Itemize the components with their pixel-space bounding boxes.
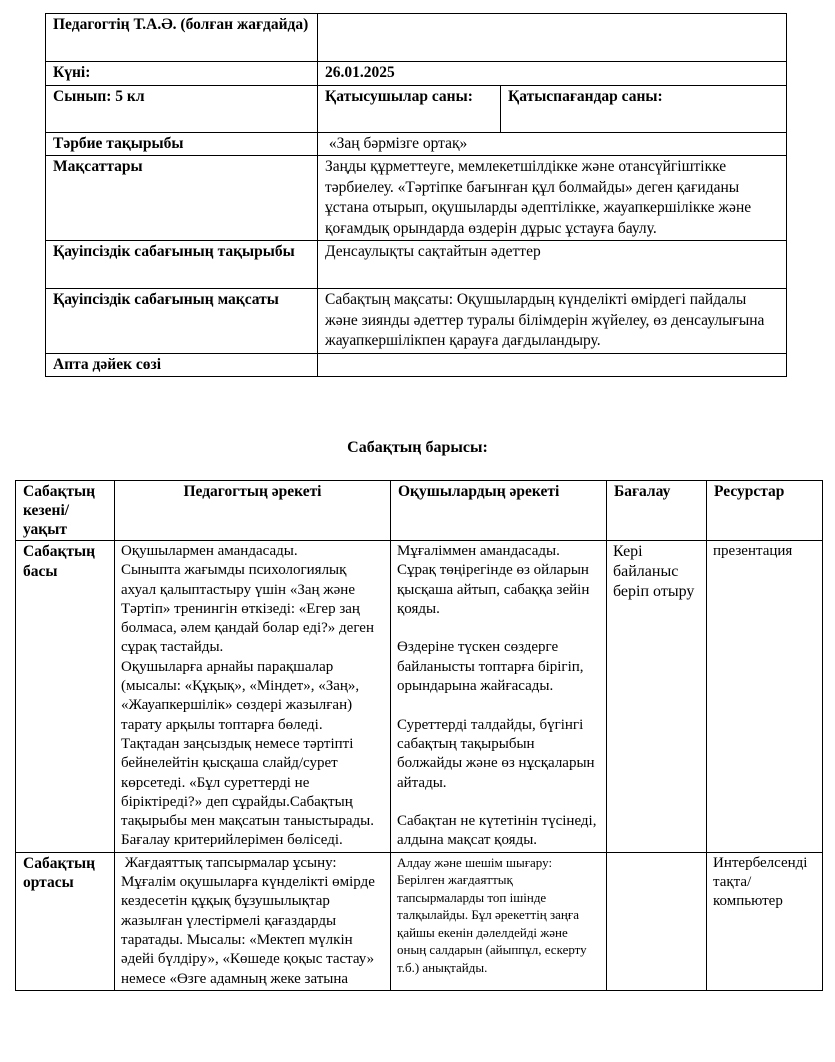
topic-value: «Заң бәрмізге ортақ» [318, 132, 787, 156]
safety-goal-row [46, 289, 787, 354]
student-action-text: Мұғаліммен амандасады. Сұрақ төңірегінде өз ойларын қысқаша айтып, сабаққа зейін қояды. [397, 543, 590, 617]
teacher-action-text: Оқушылармен амандасады. [121, 543, 298, 559]
goals-label: Мақсаттары [46, 156, 318, 241]
topic-row [46, 132, 787, 156]
date-value: 26.01.2025 [318, 62, 787, 86]
topic-label: Тәрбие тақырыбы [46, 132, 318, 156]
teacher-label: Педагогтің Т.А.Ә. (болған жағдайда) [46, 14, 318, 62]
student-actions-start [391, 541, 607, 853]
plan-row-middle [16, 852, 823, 990]
teacher-action-text: Тақтадан заңсыздық немесе тәртіпті бейнелейтін қысқаша слайд/сурет көрсетеді. «Бұл суреттерді не біріктіреді?» деп сұрайды.Сабақтың тақырыбы мен мақсатын таныстырады. Бағалау критерийлерімен бөліседі. [121, 735, 374, 849]
stage-middle: Сабақтың ортасы [16, 852, 115, 990]
class-row [46, 85, 787, 132]
lesson-progress-heading: Сабақтың барысы: [347, 439, 488, 456]
resources-start: презентация [707, 541, 823, 853]
safety-goal-value: Сабақтың мақсаты: Оқушылардың күнделікті өмірдегі пайдалы және зиянды әдеттер туралы білімдерін жүйелеу, өз денсаулығына жауапкершілікпен қарауға дағдыландыру. [318, 289, 787, 354]
header-students: Оқушылардың әрекеті [391, 481, 607, 541]
safety-goal-label: Қауіпсіздік сабағының мақсаты [46, 289, 318, 354]
teacher-actions-middle: Жағдаяттық тапсырмалар ұсыну: Мұғалім оқушыларға күнделікті өмірде кездесетін құқық бұзушылықтар жазылған үлестірмелі қағаздарды таратады. Мысалы: «Мектеп мүлкін әдейі бүлдіру», «Көшеде қоқыс тастау» немесе «Өзге адамның жеке затына [115, 852, 391, 990]
quote-row [46, 353, 787, 377]
safety-topic-value: Денсаулықты сақтайтын әдеттер [318, 241, 787, 289]
lesson-plan-table [15, 480, 823, 991]
assessment-middle [607, 852, 707, 990]
quote-value [318, 353, 787, 377]
date-row [46, 62, 787, 86]
plan-header-row [16, 481, 823, 541]
teacher-row [46, 14, 787, 62]
teacher-actions-start [115, 541, 391, 853]
safety-topic-label: Қауіпсіздік сабағының тақырыбы [46, 241, 318, 289]
header-assessment: Бағалау [607, 481, 707, 541]
header-stage: Сабақтың кезені/ уақыт [16, 481, 115, 541]
present-label: Қатысушылар саны: [318, 85, 501, 132]
lesson-info-table [45, 13, 787, 377]
stage-start: Сабақтың басы [16, 541, 115, 853]
assessment-start: Кері байланыс беріп отыру [607, 541, 707, 853]
teacher-action-text: Сыныпта жағымды психологиялық ахуал қалыптастыру үшін «Заң және Тәртіп» тренингін өткізеді: «Егер заң болмаса, әлем қандай болар еді?» деген сұрақ тастайды. [121, 562, 374, 656]
resources-middle: Интербелсенді тақта/ компьютер [707, 852, 823, 990]
plan-row-start [16, 541, 823, 853]
student-action-text: Суреттерді талдайды, бүгінгі сабақтың тақырыбын болжайды және өз нұсқаларын айтады. [397, 716, 595, 791]
student-action-text: Өздеріне түскен сөздерге байланысты топтарға бірігіп, орындарына жайғасады. [397, 639, 584, 695]
header-teacher: Педагогтың әрекеті [115, 481, 391, 541]
safety-topic-row [46, 241, 787, 289]
absent-label: Қатыспағандар саны: [501, 85, 787, 132]
student-actions-middle: Алдау және шешім шығару: Берілген жағдаяттық тапсырмаларды топ ішінде талқылайды. Бұл әрекеттің заңға қайшы екенін дәлелдейді және оның салдарын (айыппұл, ескерту т.б.) анықтайды. [391, 852, 607, 990]
date-label: Күні: [46, 62, 318, 86]
goals-value: Заңды құрметтеуге, мемлекетшілдікке және отансүйгіштікке тәрбиелеу. «Тәртіпке бағынған құл болмайды» деген қағиданы ұстана отырып, оқушыларды әдептілікке, жауапкершілікке және қоғамдық орындарда өздерін дұрыс ұстауға баулу. [318, 156, 787, 241]
teacher-action-text: Оқушыларға арнайы парақшалар (мысалы: «Құқық», «Міндет», «Заң», «Жауапкершілік» сөздері жазылған) тарату арқылы топтарға бөледі. [121, 658, 360, 733]
header-resources: Ресурстар [707, 481, 823, 541]
teacher-value [318, 14, 787, 62]
class-label: Сынып: 5 кл [46, 85, 318, 132]
quote-label: Апта дәйек сөзі [46, 353, 318, 377]
student-action-text: Сабақтан не күтетінін түсінеді, алдына мақсат қояды. [397, 813, 597, 849]
goals-row [46, 156, 787, 241]
